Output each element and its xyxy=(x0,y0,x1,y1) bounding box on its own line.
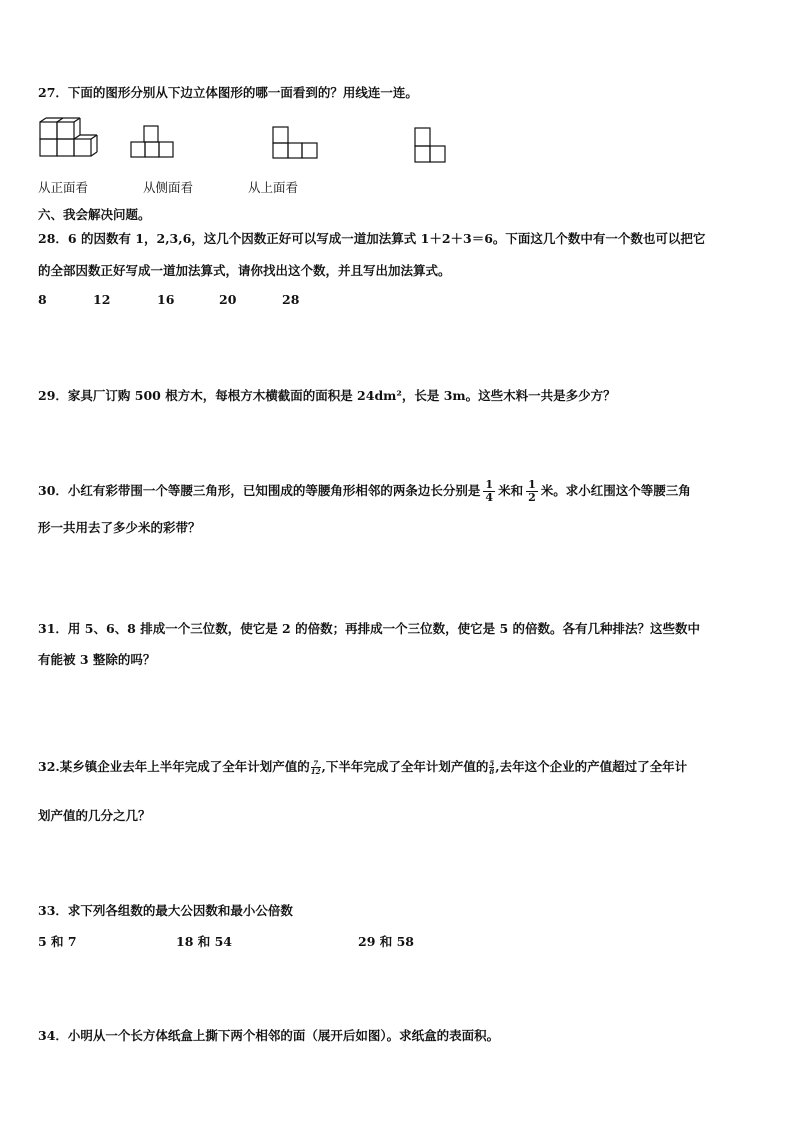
q31-line2: 有能被 3 整除的吗？ xyxy=(38,652,156,667)
q30-line2: 形一共用去了多少米的彩带？ xyxy=(38,520,201,535)
q32-line1 xyxy=(38,757,687,775)
fraction-numerator: 5 xyxy=(489,759,495,768)
q32-text-mid: ,下半年完成了全年计划产值的 xyxy=(321,759,489,774)
q31-line1: 31．用 5、6、8 排成一个三位数，使它是 2 的倍数；再排成一个三位数，使它是 5 的倍数。各有几种排法？这些数中 xyxy=(38,621,700,636)
q27-view-c xyxy=(414,127,448,165)
fraction-denominator: 4 xyxy=(485,491,494,504)
section-heading: 六、我会解决问题。 xyxy=(38,207,151,222)
q28-number: 16 xyxy=(157,292,175,307)
fraction-numerator: 7 xyxy=(311,760,321,768)
q27-view-b xyxy=(272,126,320,160)
q33-group: 29 和 58 xyxy=(358,934,414,949)
q28-number: 20 xyxy=(219,292,237,307)
q34-text: 34．小明从一个长方体纸盒上撕下两个相邻的面（展开后如图）。求纸盒的表面积。 xyxy=(38,1028,500,1043)
q27-view-a xyxy=(130,125,176,159)
q28-line2: 的全部因数正好写成一道加法算式，请你找出这个数，并且写出加法算式。 xyxy=(38,263,451,278)
q30-fraction-1 xyxy=(483,479,495,504)
q27-label-front: 从正面看 xyxy=(38,180,89,195)
q32-fraction-1 xyxy=(311,760,321,775)
fraction-denominator: 12 xyxy=(310,767,321,776)
q27-solid-figure xyxy=(38,118,102,160)
q32-text-pre: 32.某乡镇企业去年上半年完成了全年计划产值的 xyxy=(38,759,310,774)
q33-text: 33．求下列各组数的最大公因数和最小公倍数 xyxy=(38,903,293,918)
fraction-denominator: 8 xyxy=(489,767,495,776)
q30-text-post: 米。求小红围这个等腰三角 xyxy=(540,483,691,498)
q32-fraction-2 xyxy=(489,760,494,775)
fraction-numerator: 1 xyxy=(485,478,494,491)
q33-group: 5 和 7 xyxy=(38,934,77,949)
q32-line2: 划产值的几分之几？ xyxy=(38,808,151,823)
q28-number: 8 xyxy=(38,292,47,307)
q30-fraction-2 xyxy=(526,479,538,504)
q27-label-top: 从上面看 xyxy=(248,180,299,195)
q28-number: 28 xyxy=(282,292,300,307)
q30-line1 xyxy=(38,479,691,504)
q27-text: 27．下面的图形分别从下边立体图形的哪一面看到的？用线连一连。 xyxy=(38,85,418,100)
q29-text: 29．家具厂订购 500 根方木，每根方木横截面的面积是 24dm²，长是 3m。这些木料一共是多少方？ xyxy=(38,388,616,403)
q30-text-pre: 30．小红有彩带围一个等腰三角形，已知围成的等腰角形相邻的两条边长分别是 xyxy=(38,483,481,498)
fraction-denominator: 2 xyxy=(528,491,536,504)
q28-number: 12 xyxy=(93,292,111,307)
q32-text-post: ,去年这个企业的产值超过了全年计 xyxy=(495,759,688,774)
q28-line1: 28．6 的因数有 1，2,3,6，这几个因数正好可以写成一道加法算式 1＋2＋3＝6。下面这几个数中有一个数也可以把它 xyxy=(38,231,706,246)
q30-text-mid: 米和 xyxy=(498,483,524,498)
q33-group: 18 和 54 xyxy=(176,934,232,949)
fraction-numerator: 1 xyxy=(528,478,536,491)
q27-label-side: 从侧面看 xyxy=(143,180,194,195)
